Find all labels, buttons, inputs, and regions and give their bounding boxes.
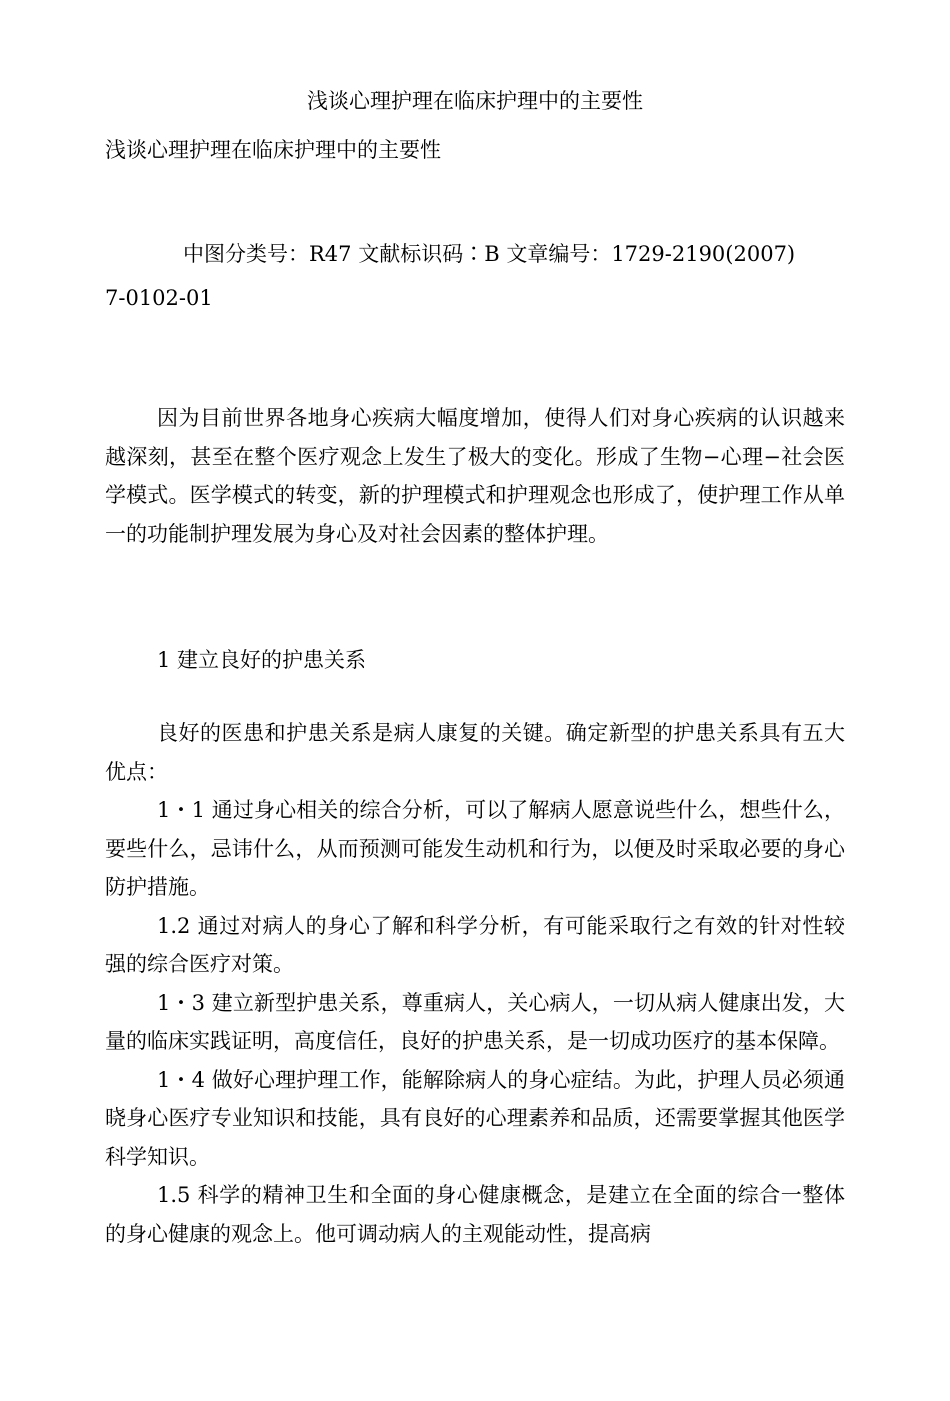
classification-meta — [105, 232, 845, 320]
intro-paragraph — [105, 399, 845, 553]
section-heading-1: 1 建立良好的护患关系 — [157, 648, 367, 672]
point-paragraph-1-5: 1.5 科学的精神卫生和全面的身心健康概念，是建立在全面的综合一整体的身心健康的观念上。他可调动病人的主观能动性，提高病 — [105, 1183, 845, 1246]
classification-line-2: 7-0102-01 — [105, 286, 213, 310]
classification-line-1: 中图分类号：R47 文献标识码∶B 文章编号：1729-2190(2007) — [183, 242, 796, 266]
point-paragraph-1-4: 1・4 做好心理护理工作，能解除病人的身心症结。为此，护理人员必须通晓身心医疗专业知识和技能，具有良好的心理素养和品质，还需要掌握其他医学科学知识。 — [105, 1067, 845, 1169]
document-subtitle: 浅谈心理护理在临床护理中的主要性 — [105, 138, 441, 162]
point-paragraph-1-2: 1.2 通过对病人的身心了解和科学分析，有可能采取行之有效的针对性较强的综合医疗对策。 — [105, 913, 845, 976]
point-paragraph-1-3: 1・3 建立新型护患关系，尊重病人，关心病人，一切从病人健康出发，大量的临床实践证明，高度信任，良好的护患关系，是一切成功医疗的基本保障。 — [105, 990, 845, 1053]
section-lead-paragraph: 良好的医患和护患关系是病人康复的关键。确定新型的护患关系具有五大优点： — [105, 721, 845, 784]
section-body-1 — [105, 714, 845, 1253]
intro-text: 因为目前世界各地身心疾病大幅度增加，使得人们对身心疾病的认识越来越深刻，甚至在整个医疗观念上发生了极大的变化。形成了生物−心理−社会医学模式。医学模式的转变，新的护理模式和护理观念也形成了，使护理工作从单一的功能制护理发展为身心及对社会因素的整体护理。 — [105, 406, 845, 546]
document-title: 浅谈心理护理在临床护理中的主要性 — [307, 89, 643, 113]
point-paragraph-1-1: 1・1 通过身心相关的综合分析，可以了解病人愿意说些什么，想些什么，要些什么，忌讳什么，从而预测可能发生动机和行为，以便及时采取必要的身心防护措施。 — [105, 798, 845, 899]
